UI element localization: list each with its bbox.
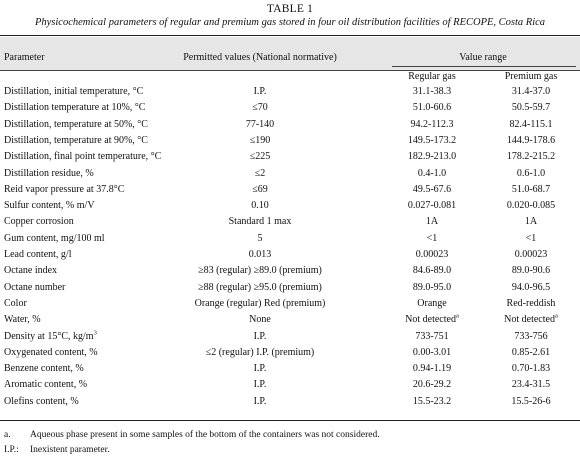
row-premium-range-text: 50.5-59.7	[511, 102, 551, 113]
row-premium-range-text: 51.0-68.7	[511, 184, 551, 195]
row-premium-range-text: 94.0-96.5	[511, 282, 551, 293]
row-permitted-value	[140, 249, 380, 261]
row-parameter	[4, 135, 148, 147]
row-permitted-value-text: I.P.	[253, 396, 267, 407]
row-regular-range	[386, 135, 478, 147]
row-permitted-value	[140, 265, 380, 277]
row-regular-range	[386, 119, 478, 131]
row-regular-range-text: 20.6-29.2	[412, 379, 452, 390]
row-parameter-text: Distillation, temperature at 90%, °C	[4, 135, 148, 146]
row-parameter-text: Distillation residue, %	[4, 168, 94, 179]
row-permitted-value	[140, 347, 380, 359]
row-premium-range	[482, 135, 580, 147]
row-parameter	[4, 298, 27, 310]
row-regular-range-text: 733-751	[415, 331, 449, 342]
row-premium-range	[482, 379, 580, 391]
bottom-rule	[0, 420, 580, 421]
row-regular-range-text: 0.027-0.081	[407, 200, 457, 211]
footnote-a	[4, 430, 380, 440]
row-premium-range-text: 89.0-90.6	[511, 265, 551, 276]
row-premium-range-text: <1	[525, 233, 537, 244]
row-premium-range-text: Red-reddish	[506, 298, 556, 309]
row-permitted-value	[140, 102, 380, 114]
row-regular-range-text: 51.0-60.6	[412, 102, 452, 113]
row-parameter-text: Reid vapor pressure at 37.8°C	[4, 184, 125, 195]
row-parameter	[4, 314, 41, 326]
row-parameter	[4, 102, 145, 114]
row-premium-range	[482, 86, 580, 98]
row-permitted-value-text: ≤2 (regular) I.P. (premium)	[205, 347, 315, 358]
row-permitted-value	[140, 282, 380, 294]
row-premium-range-text: 0.00023	[514, 249, 548, 260]
row-regular-range	[386, 249, 478, 261]
row-parameter-text: Distillation, final point temperature, °C	[4, 151, 162, 162]
row-regular-range-text: 0.00-3.01	[412, 347, 452, 358]
row-premium-range	[482, 347, 580, 359]
row-permitted-value-text: ≥88 (regular) ≥95.0 (premium)	[198, 282, 322, 293]
header-regular: Regular gas	[408, 71, 456, 82]
row-regular-range	[386, 216, 478, 228]
row-parameter-text: Octane number	[4, 282, 66, 293]
footnote-mark: a.	[4, 430, 11, 440]
row-parameter	[4, 347, 98, 359]
row-parameter-text: Octane index	[4, 265, 58, 276]
row-parameter	[4, 216, 74, 228]
row-permitted-value	[140, 363, 380, 375]
footnote-ip	[4, 445, 110, 455]
row-regular-range-text: Orange	[417, 298, 447, 309]
header-permitted: Permitted values (National normative)	[183, 52, 337, 63]
row-permitted-value	[140, 135, 380, 147]
row-permitted-value	[140, 184, 380, 196]
row-regular-range-text: 94.2-112.3	[410, 119, 454, 130]
row-regular-range	[386, 184, 478, 196]
row-permitted-value	[140, 86, 380, 98]
header-value-range: Value range	[459, 52, 507, 63]
row-parameter-text: Copper corrosion	[4, 216, 74, 227]
row-permitted-value	[140, 331, 380, 343]
row-regular-range	[386, 86, 478, 98]
row-premium-range-text: 733-756	[514, 331, 548, 342]
table-caption: Physicochemical parameters of regular and premium gas stored in four oil distribution facilities of RECOPE, Costa Rica	[34, 17, 546, 28]
superscript-mark: a	[455, 312, 459, 320]
row-permitted-value	[140, 216, 380, 228]
row-regular-range-text: 149.5-173.2	[407, 135, 457, 146]
row-premium-range	[482, 265, 580, 277]
row-permitted-value	[140, 314, 380, 326]
row-regular-range-text: <1	[426, 233, 438, 244]
row-parameter	[4, 86, 143, 98]
top-rule	[0, 35, 580, 36]
row-permitted-value-text: I.P.	[253, 331, 267, 342]
row-premium-range-text: 178.2-215.2	[506, 151, 556, 162]
row-regular-range	[386, 298, 478, 310]
row-premium-range	[482, 282, 580, 294]
row-premium-range-text: 82.4-115.1	[509, 119, 553, 130]
row-permitted-value	[140, 119, 380, 131]
row-regular-range	[386, 233, 478, 245]
row-regular-range	[386, 396, 478, 408]
row-permitted-value	[140, 298, 380, 310]
row-premium-range-text: 31.4-37.0	[511, 86, 551, 97]
row-parameter	[4, 379, 87, 391]
row-regular-range-text: 1A	[425, 216, 439, 227]
row-permitted-value-text: ≥83 (regular) ≥89.0 (premium)	[198, 265, 322, 276]
row-premium-range	[482, 168, 580, 180]
row-regular-range-text: Not detected	[405, 314, 456, 325]
row-regular-range	[386, 265, 478, 277]
row-parameter-text: Distillation, temperature at 50%, °C	[4, 119, 148, 130]
row-permitted-value	[140, 151, 380, 163]
row-premium-range-text: 144.9-178.6	[506, 135, 556, 146]
row-regular-range-text: 15.5-23.2	[412, 396, 452, 407]
row-parameter	[4, 233, 105, 245]
row-regular-range-text: 49.5-67.6	[412, 184, 452, 195]
row-parameter-text: Sulfur content, % m/V	[4, 200, 95, 211]
row-premium-range	[482, 363, 580, 375]
row-regular-range-text: 89.0-95.0	[412, 282, 452, 293]
row-regular-range	[386, 347, 478, 359]
row-parameter-text: Color	[4, 298, 27, 309]
row-parameter	[4, 200, 95, 212]
row-parameter-text: Oxygenated content, %	[4, 347, 98, 358]
row-permitted-value-text: 0.013	[248, 249, 272, 260]
footnote-text: Aqueous phase present in some samples of the bottom of the containers was not considered.	[30, 430, 380, 440]
row-permitted-value-text: 0.10	[251, 200, 269, 211]
header-parameter: Parameter	[4, 52, 45, 63]
row-permitted-value	[140, 200, 380, 212]
row-regular-range-text: 31.1-38.3	[412, 86, 452, 97]
row-permitted-value	[140, 168, 380, 180]
row-parameter-text: Distillation temperature at 10%, °C	[4, 102, 146, 113]
row-premium-range	[482, 314, 580, 326]
row-permitted-value-text: None	[249, 314, 271, 325]
row-premium-range-text: 0.020-0.085	[506, 200, 556, 211]
row-parameter-text: Benzene content, %	[4, 363, 84, 374]
row-permitted-value-text: I.P.	[253, 379, 267, 390]
row-parameter	[4, 168, 94, 180]
row-permitted-value-text: ≤69	[252, 184, 268, 195]
row-regular-range	[386, 363, 478, 375]
row-premium-range	[482, 119, 580, 131]
row-permitted-value	[140, 379, 380, 391]
row-permitted-value-text: I.P.	[253, 86, 267, 97]
row-permitted-value-text: 5	[257, 233, 263, 244]
row-parameter	[4, 184, 124, 196]
row-permitted-value	[140, 396, 380, 408]
footnote-text: Inexistent parameter.	[30, 445, 110, 455]
row-permitted-value-text: Orange (regular) Red (premium)	[194, 298, 326, 309]
row-premium-range	[482, 249, 580, 261]
row-regular-range	[386, 200, 478, 212]
value-range-rule	[392, 66, 576, 67]
row-premium-range-text: 23.4-31.5	[511, 379, 551, 390]
row-premium-range	[482, 184, 580, 196]
row-parameter	[4, 363, 84, 375]
row-premium-range	[482, 233, 580, 245]
row-premium-range-text: 1A	[524, 216, 538, 227]
row-parameter-text: Aromatic content, %	[4, 379, 88, 390]
row-parameter-text: Lead content, g/l	[4, 249, 72, 260]
row-parameter	[4, 282, 65, 294]
row-regular-range	[386, 331, 478, 343]
row-premium-range	[482, 396, 580, 408]
row-regular-range	[386, 168, 478, 180]
row-premium-range-text: Not detected	[504, 314, 555, 325]
row-regular-range-text: 0.4-1.0	[417, 168, 447, 179]
row-premium-range-text: 15.5-26-6	[511, 396, 551, 407]
row-regular-range	[386, 102, 478, 114]
row-permitted-value-text: 77-140	[245, 119, 275, 130]
superscript-mark: 3	[93, 329, 97, 337]
row-premium-range	[482, 331, 580, 343]
row-regular-range-text: 84.6-89.0	[412, 265, 452, 276]
row-parameter	[4, 249, 71, 261]
row-permitted-value-text: ≤2	[254, 168, 266, 179]
row-regular-range	[386, 314, 478, 326]
row-parameter-text: Density at 15°C, kg/m	[4, 331, 94, 342]
row-regular-range-text: 182.9-213.0	[407, 151, 457, 162]
row-permitted-value-text: I.P.	[253, 363, 267, 374]
row-parameter-text: Water, %	[4, 314, 41, 325]
row-permitted-value-text: ≤225	[249, 151, 271, 162]
row-premium-range	[482, 200, 580, 212]
row-premium-range-text: 0.6-1.0	[516, 168, 546, 179]
row-premium-range-text: 0.85-2.61	[511, 347, 551, 358]
row-parameter	[4, 151, 161, 163]
row-regular-range	[386, 379, 478, 391]
superscript-mark: a	[554, 312, 558, 320]
row-premium-range	[482, 216, 580, 228]
row-regular-range	[386, 282, 478, 294]
row-parameter-text: Gum content, mg/100 ml	[4, 233, 105, 244]
table-title: TABLE 1	[266, 3, 314, 15]
row-regular-range	[386, 151, 478, 163]
footnote-mark: I.P.:	[4, 445, 19, 455]
row-permitted-value-text: Standard 1 max	[228, 216, 292, 227]
row-regular-range-text: 0.94-1.19	[412, 363, 452, 374]
row-parameter	[4, 119, 148, 131]
row-premium-range-text: 0.70-1.83	[511, 363, 551, 374]
row-parameter	[4, 331, 97, 343]
row-parameter-text: Distillation, initial temperature, °C	[4, 86, 144, 97]
row-premium-range	[482, 151, 580, 163]
row-permitted-value	[140, 233, 380, 245]
header-premium: Premium gas	[504, 71, 558, 82]
row-parameter	[4, 396, 79, 408]
row-parameter	[4, 265, 57, 277]
row-premium-range	[482, 102, 580, 114]
row-premium-range	[482, 298, 580, 310]
row-permitted-value-text: ≤190	[249, 135, 271, 146]
row-permitted-value-text: ≤70	[252, 102, 268, 113]
row-parameter-text: Olefins content, %	[4, 396, 79, 407]
row-regular-range-text: 0.00023	[415, 249, 449, 260]
